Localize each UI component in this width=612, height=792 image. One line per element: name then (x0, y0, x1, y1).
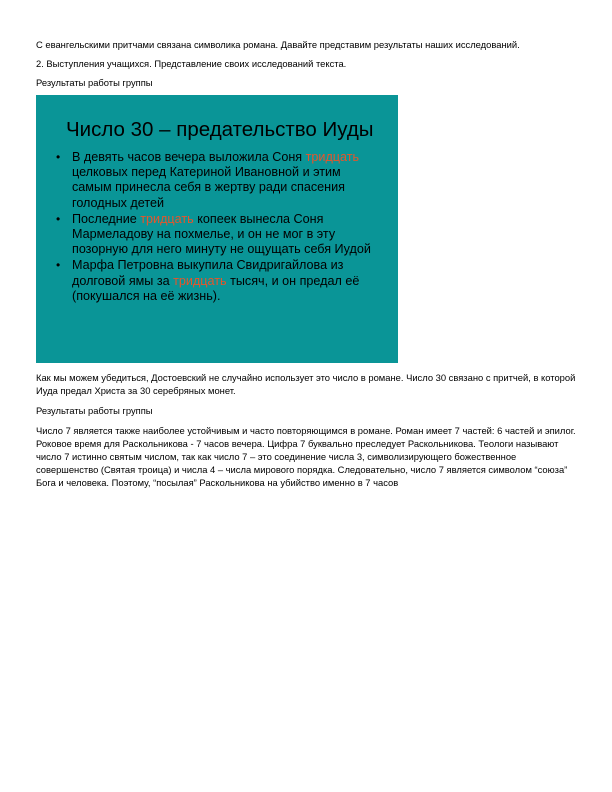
slide-highlight-word: тридцать (305, 150, 360, 164)
group-results-caption-2: Результаты работы группы (36, 405, 153, 416)
slide-bullet-2 (56, 212, 376, 258)
slide-bullet-3 (56, 258, 376, 304)
slide-bullet-text: тысяч, и он предал её (покушался на её жизнь). (72, 273, 360, 303)
bullet-dot-icon: • (56, 211, 61, 226)
group-results-caption-1: Результаты работы группы (36, 77, 153, 88)
slide-highlight-word: тридцать (140, 211, 194, 226)
bullet-dot-icon: • (56, 258, 61, 273)
slide-bullet-list (56, 150, 376, 305)
intro-paragraph: С евангельскими притчами связана символика романа. Давайте представим результаты наших исследований. (36, 39, 520, 50)
slide-title: Число 30 – предательство Иуды (66, 118, 374, 141)
slide-image (36, 95, 398, 363)
number-seven-paragraph: Число 7 является также наиболее устойчивым и часто повторяющимся в романе. Роман имеет 7 частей: 6 частей и эпилог. Роковое время для Раскольникова - 7 часов вечера. Цифра 7 буквально преследует Раскольникова. Теологи называют число 7 истинно святым числом, так как число 7 – это соединение числа 3, символизирующего божественное совершенство (Святая троица) и числа 4 – числа мирового порядка. Следовательно, число 7 является символом “союза” Бога и человека. Поэтому, “посылая” Раскольникова на убийство именно в 7 часов (36, 425, 576, 488)
slide-bullet-text: В девять часов вечера выложила Соня (72, 150, 306, 164)
slide-bullet-text: Последние (72, 211, 141, 226)
slide-bullet-1 (56, 150, 376, 211)
bullet-dot-icon: • (56, 150, 61, 164)
slide-highlight-word: тридцать (173, 273, 227, 288)
slide-bullet-text: копеек вынесла Соня Мармеладову на похмелье, и он не мог в эту позорную для него минуту не ощущать себя Иудой (72, 211, 371, 257)
conclusion-paragraph: Как мы можем убедиться, Достоевский не случайно использует это число в романе. Число 30 связано с притчей, в которой Иуда предал Христа за 30 серебряных монет. (36, 372, 576, 396)
slide-bullet-text: Марфа Петровна выкупила Свидригайлова из долговой ямы за (72, 258, 344, 288)
slide-bullet-text: целковых перед Катериной Ивановной и этим самым принесла себя в жертву ради спасения голодных детей (72, 165, 345, 210)
student-presentations-paragraph: 2. Выступления учащихся. Представление своих исследований текста. (36, 58, 347, 69)
